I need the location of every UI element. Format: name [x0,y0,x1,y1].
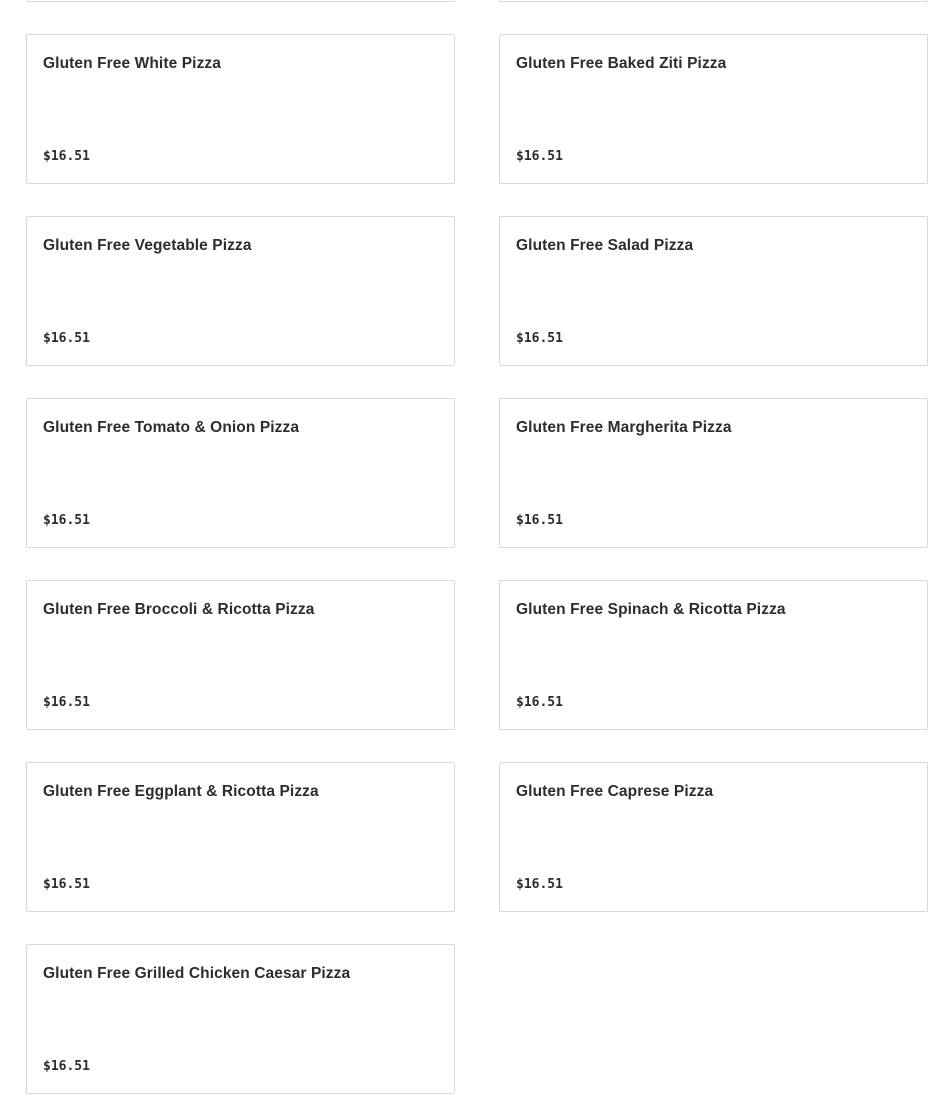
menu-item-name: Gluten Free Margherita Pizza [516,419,732,436]
menu-item-grid [26,0,928,1094]
menu-item-card[interactable] [499,398,928,548]
menu-item-name: Gluten Free Grilled Chicken Caesar Pizza [43,965,351,982]
menu-item-price: $16.51 [516,149,563,164]
menu-item-price: $16.51 [43,513,90,528]
menu-item-price: $16.51 [516,877,563,892]
menu-item-name: Gluten Free Broccoli & Ricotta Pizza [43,601,315,618]
menu-item-card[interactable] [499,0,928,2]
menu-item-price: $16.51 [43,877,90,892]
menu-item-price: $16.51 [516,695,563,710]
menu-item-card[interactable] [26,0,455,2]
menu-item-card[interactable] [26,580,455,730]
menu-item-price: $16.51 [43,695,90,710]
menu-item-card[interactable] [26,216,455,366]
menu-item-card[interactable] [499,216,928,366]
menu-item-card[interactable] [499,580,928,730]
menu-item-name: Gluten Free Caprese Pizza [516,783,714,800]
menu-item-card[interactable] [26,398,455,548]
menu-item-card[interactable] [26,762,455,912]
menu-item-card[interactable] [26,34,455,184]
menu-item-name: Gluten Free Eggplant & Ricotta Pizza [43,783,319,800]
menu-item-price: $16.51 [43,149,90,164]
menu-item-name: Gluten Free Baked Ziti Pizza [516,55,727,72]
menu-item-name: Gluten Free Spinach & Ricotta Pizza [516,601,786,618]
menu-item-card[interactable] [499,762,928,912]
menu-item-name: Gluten Free White Pizza [43,55,221,72]
menu-item-card[interactable] [26,944,455,1094]
menu-item-card[interactable] [499,34,928,184]
menu-item-name: Gluten Free Vegetable Pizza [43,237,252,254]
menu-item-price: $16.51 [516,513,563,528]
menu-item-price: $16.51 [516,331,563,346]
menu-item-price: $16.51 [43,1059,90,1074]
menu-item-name: Gluten Free Tomato & Onion Pizza [43,419,300,436]
menu-item-price: $16.51 [43,331,90,346]
menu-item-name: Gluten Free Salad Pizza [516,237,694,254]
